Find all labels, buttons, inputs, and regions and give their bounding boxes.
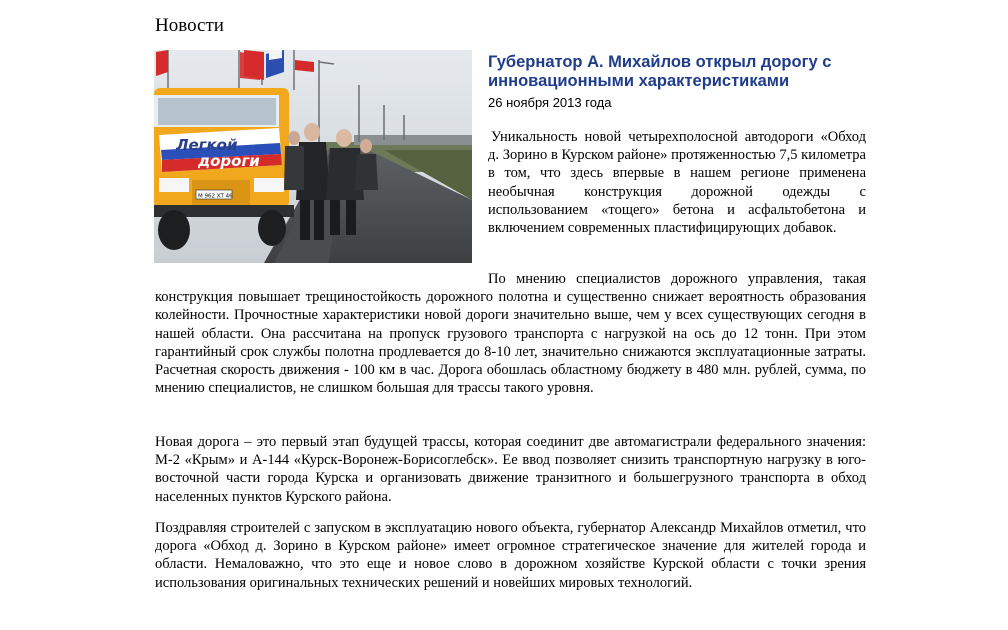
article-paragraph-3: Новая дорога – это первый этап будущей трассы, которая соединит две автомагистрали федерального значения: М-2 «Крым» и А-144 «Курск-Воронеж-Борисоглебск». Ее ввод позволяет снизить транспортную нагрузку в юго-восточной части города Курска и организовать движение транзитного и большегрузного транспорта в обход населенных пунктов Курского района. — [155, 434, 866, 505]
article-date: 26 ноября 2013 года — [488, 95, 612, 110]
article-title[interactable]: Губернатор А. Михайлов открыл дорогу с инновационными характеристиками — [488, 53, 832, 90]
article-photo — [154, 50, 472, 263]
article-paragraph-2: По мнению специалистов дорожного управления, такая конструкция повышает трещиностойкость дорожного полотна и существенно снижает вероятность образования колейности. Прочностные характеристики новой дороги значительно выше, чем у всех существующих сегодня в нашей области. Она рассчитана на пропуск грузового транспорта с нагрузкой на ось до 12 тонн. При этом гарантийный срок службы полотна продлевается до 8-10 лет, значительно снижаются эксплуатационные затраты. Расчетная скорость движения - 100 км в час. Дорога обошлась областному бюджету в 480 млн. рублей, сумма, по мнению специалистов, не слишком большая для трассы такого уровня. — [155, 271, 866, 397]
article-paragraph-1: Уникальность новой четырехполосной автодороги «Обход д. Зорино в Курском районе» протяженностью 7,5 километра в том, что здесь впервые в нашем регионе применена необычная конструкция дорожной одежды с использованием «тощего» бетона и асфальтобетона и включением современных пластифицирующих добавок. — [488, 129, 866, 237]
license-plate: М 962 ХТ 46 — [198, 193, 233, 200]
article-paragraph-4: Поздравляя строителей с запуском в эксплуатацию нового объекта, губернатор Александр Михайлов отметил, что дорога «Обход д. Зорино в Курском районе» имеет огромное стратегическое значение для жителей города и области. Немаловажно, что это еще и новое слово в дорожном хозяйстве Курской области с точки зрения использования оригинальных технических решений и новейших мировых технологий. — [155, 520, 866, 591]
section-title: Новости — [155, 15, 224, 36]
banner-text-1: Легкой — [176, 136, 238, 154]
banner-text-2: дороги — [198, 152, 260, 170]
